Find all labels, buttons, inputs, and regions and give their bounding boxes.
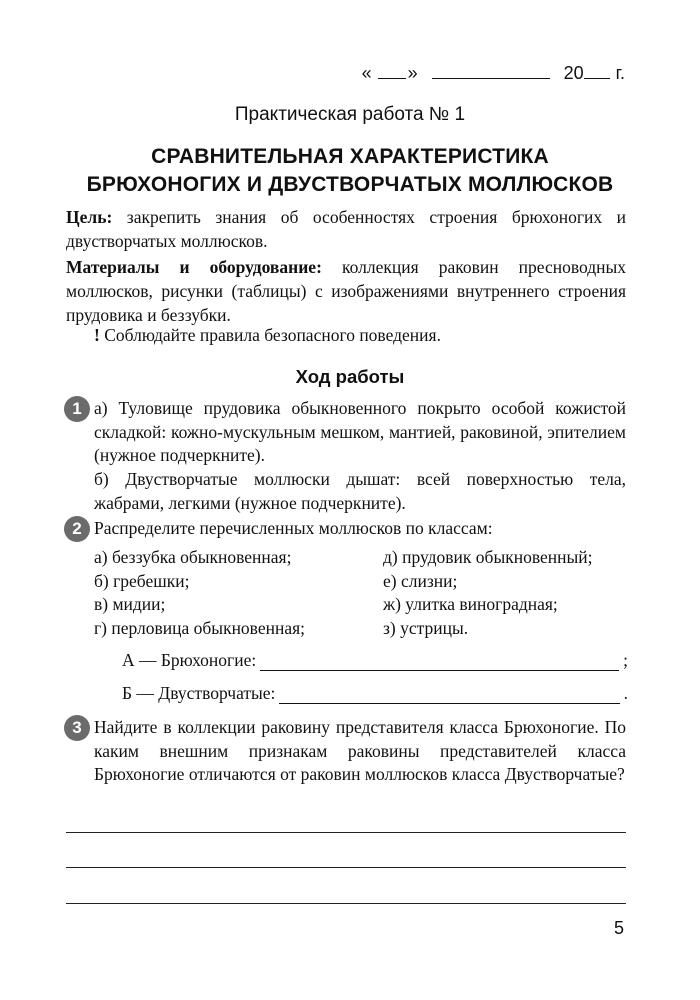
year-field[interactable] — [584, 62, 610, 79]
list-item: в) мидии; — [94, 594, 166, 614]
class-a-label: А — Брюхоногие: — [122, 650, 257, 670]
list-item: б) гребешки; — [94, 570, 190, 591]
materials-label: Материалы и оборудование: — [66, 257, 322, 277]
work-subtitle: Практическая работа № 1 — [234, 104, 466, 125]
day-field[interactable] — [378, 62, 406, 79]
list-item: ж) улитка виноградная; — [383, 594, 558, 614]
class-b-answer-line[interactable] — [279, 683, 619, 704]
year-suffix: г. — [615, 63, 625, 83]
task-1-number-badge: 1 — [64, 396, 90, 422]
task-1-part-a[interactable]: а) Туловище прудовика обыкновенного покрыто особой кожистой складкой: кожно-мускульным мешком, мантией, раковиной, эпителием (нужное подчеркните). — [94, 398, 626, 465]
goal-text: закрепить знания об особенностях строения брюхоногих и двустворчатых моллюсков. — [66, 207, 626, 251]
class-a-end: ; — [623, 650, 628, 670]
task-3-number-badge: 3 — [64, 715, 90, 741]
task-2-prompt: Распределите перечисленных моллюсков по классам: — [94, 518, 493, 538]
task-3-answer-line[interactable] — [66, 903, 626, 904]
safety-text: Соблюдайте правила безопасного поведения. — [104, 325, 441, 345]
goal-label: Цель: — [66, 207, 113, 227]
title-line-1: СРАВНИТЕЛЬНАЯ ХАРАКТЕРИСТИКА — [151, 145, 549, 168]
list-item: а) беззубка обыкновенная; — [94, 547, 292, 567]
year-prefix: 20 — [563, 63, 584, 83]
list-item: з) устрицы. — [383, 617, 469, 638]
date-open-quote: « — [361, 63, 372, 83]
list-item: г) перловица обыкновенная; — [94, 617, 306, 638]
task-3-answer-line[interactable] — [66, 867, 626, 868]
list-item: е) слизни; — [383, 570, 458, 591]
task-1-part-b[interactable]: б) Двустворчатые моллюски дышат: всей поверхностью тела, жабрами, легкими (нужное подчеркните). — [94, 469, 626, 513]
class-a-answer-line[interactable] — [260, 650, 619, 671]
class-b-end: . — [623, 683, 628, 703]
task-3-text: Найдите в коллекции раковину представителя класса Брюхоногие. По каким внешним признакам раковины представителей класса Брюхоногие отличаются от раковин моллюсков класса Двустворчатые? — [94, 717, 626, 784]
task-3-answer-line[interactable] — [66, 832, 626, 833]
class-b-label: Б — Двустворчатые: — [122, 683, 276, 703]
materials-paragraph — [66, 255, 626, 327]
date-line — [362, 62, 625, 84]
page-number: 5 — [613, 918, 624, 938]
safety-note — [94, 323, 626, 347]
title-line-2: БРЮХОНОГИХ И ДВУСТВОРЧАТЫХ МОЛЛЮСКОВ — [86, 173, 614, 196]
safety-mark: ! — [94, 325, 100, 345]
section-title: Ход работы — [295, 366, 405, 387]
list-item: д) прудовик обыкновенный; — [383, 547, 593, 567]
date-close-quote: » — [407, 63, 418, 83]
task-2-left-list — [94, 546, 384, 640]
materials-text: коллекция раковин пресноводных моллюсков, рисунки (таблицы) с изображениями внутреннего строения прудовика и беззубки. — [66, 257, 627, 325]
class-a-row — [122, 650, 628, 671]
month-field[interactable] — [432, 62, 550, 79]
page-title — [0, 143, 700, 199]
class-b-row — [122, 683, 628, 704]
goal-paragraph — [66, 205, 626, 253]
task-2-right-list — [383, 546, 633, 640]
task-2-number-badge: 2 — [64, 516, 90, 542]
